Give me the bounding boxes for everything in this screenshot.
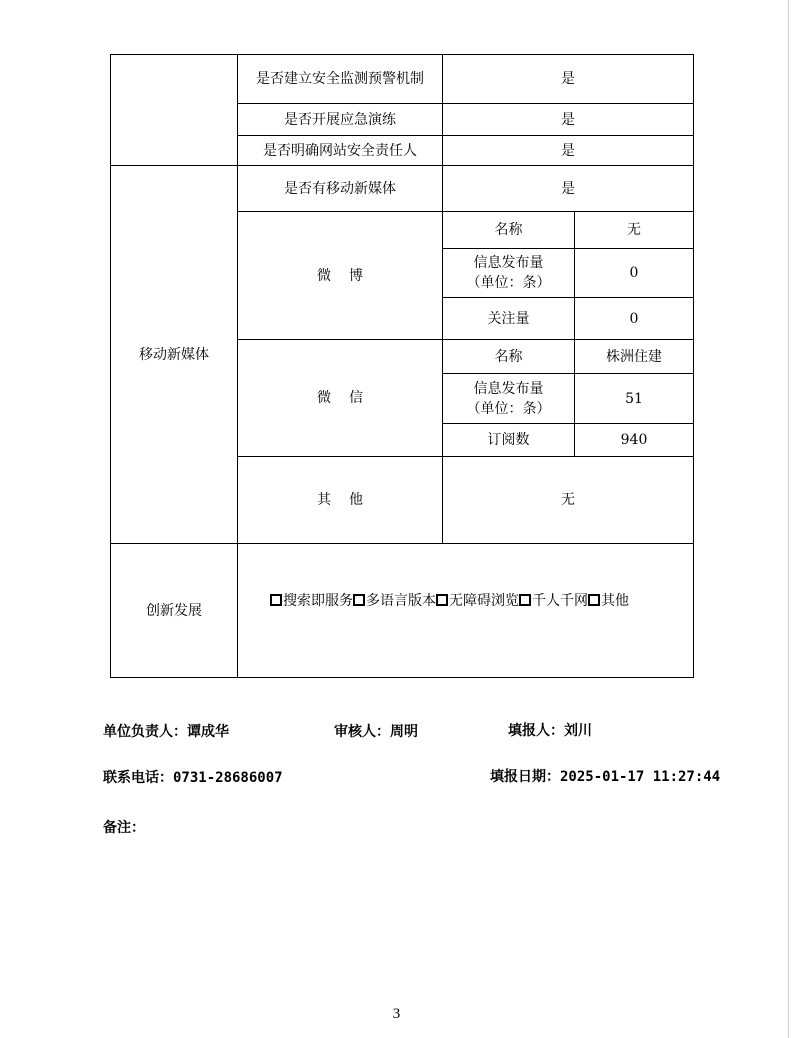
other-label: 其他 — [317, 492, 381, 508]
innovation-options — [270, 590, 629, 610]
wechat-subs-value: 940 — [620, 432, 648, 448]
innovation-option[interactable]: 无障碍浏览 — [436, 590, 519, 610]
has-new-media-answer: 是 — [561, 180, 575, 197]
filler: 填报人：刘川 — [508, 723, 592, 739]
weibo-followers-value: 0 — [629, 310, 639, 327]
checkbox-icon[interactable] — [353, 594, 365, 606]
innovation-option[interactable]: 多语言版本 — [353, 590, 436, 610]
wechat-subs-label: 订阅数 — [487, 432, 530, 448]
weibo-name-label: 名称 — [494, 222, 523, 238]
checkbox-icon[interactable] — [519, 594, 531, 606]
innovation-option[interactable]: 搜索即服务 — [270, 590, 353, 610]
has-new-media-question: 是否有移动新媒体 — [284, 180, 396, 197]
wechat-name-label: 名称 — [494, 348, 523, 365]
owner-answer: 是 — [561, 142, 575, 159]
weibo-followers-label: 关注量 — [487, 310, 530, 327]
drill-answer: 是 — [561, 111, 575, 128]
page-edge — [788, 0, 789, 1038]
weibo-name-value: 无 — [627, 222, 641, 238]
wechat-posts-value: 51 — [625, 390, 643, 407]
page-number: 3 — [392, 1006, 401, 1022]
other-value: 无 — [561, 492, 575, 508]
wechat-name-value: 株洲住建 — [606, 348, 662, 365]
warning-question: 是否建立安全监测预警机制 — [256, 71, 424, 87]
wechat-posts-label: 信息发布量 （单位：条） — [466, 380, 551, 417]
weibo-posts-value: 0 — [629, 265, 639, 281]
new-media-section-label: 移动新媒体 — [139, 346, 209, 363]
warning-answer: 是 — [561, 71, 575, 87]
checkbox-icon[interactable] — [270, 594, 282, 606]
weibo-posts-label: 信息发布量 （单位：条） — [466, 255, 551, 291]
wechat-label: 微信 — [317, 390, 381, 406]
innovation-option[interactable]: 千人千网 — [519, 590, 588, 610]
unit-head: 单位负责人：谭成华 — [103, 724, 229, 740]
innovation-label: 创新发展 — [146, 602, 202, 619]
owner-question: 是否明确网站安全责任人 — [263, 142, 417, 159]
fill-date: 填报日期：2025-01-17 11:27:44 — [490, 769, 721, 785]
drill-question: 是否开展应急演练 — [284, 111, 396, 128]
remarks-label: 备注： — [103, 820, 145, 836]
checkbox-icon[interactable] — [588, 594, 600, 606]
reviewer: 审核人：周明 — [334, 724, 418, 740]
innovation-option[interactable]: 其他 — [588, 590, 629, 610]
weibo-label: 微博 — [317, 267, 381, 284]
checkbox-icon[interactable] — [436, 594, 448, 606]
contact-phone: 联系电话：0731-28686007 — [103, 770, 283, 786]
